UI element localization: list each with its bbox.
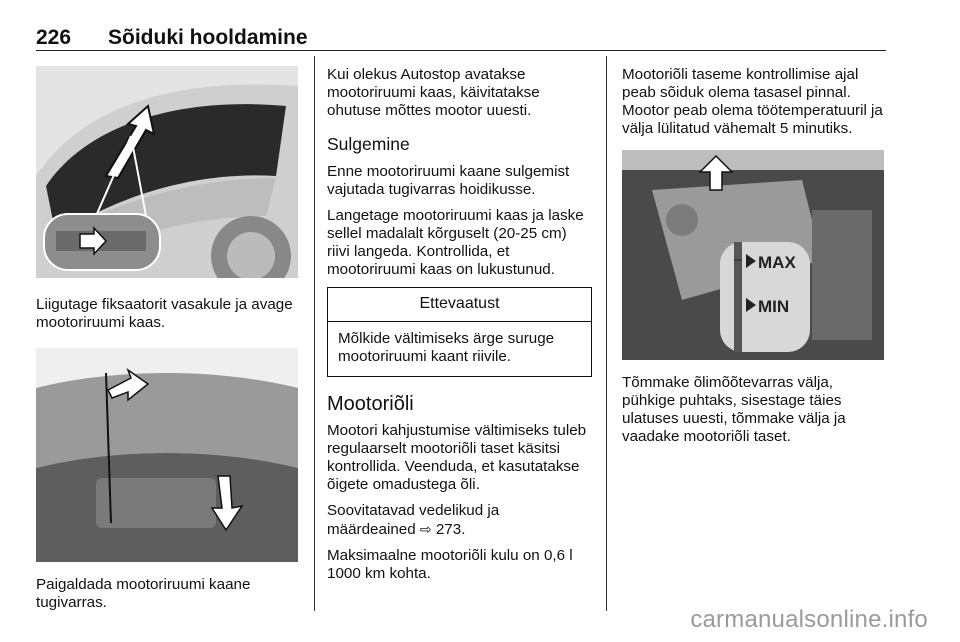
page-reference-link[interactable]: 273. [435,521,466,538]
header-divider [36,50,886,51]
oil-paragraph-3: Maksimaalne mootoriõli kulu on 0,6 l 1000 km kohta. [327,547,573,582]
column-left [36,66,298,620]
closing-heading: Sulgemine [327,134,410,154]
hood-release-figure [36,66,298,278]
closing-paragraph-2: Langetage mootoriruumi kaas ja laske sellel madalalt kõrguselt (20-25 cm) riivi langeda. Kontrollida, et mootoriruumi kaas on lukustunud. [327,207,584,278]
autostop-paragraph: Kui olekus Autostop avatakse mootoriruumi kaas, käivitatakse ohutuse mõttes mootor uuesti. [327,66,540,119]
column-middle [327,66,592,591]
column-divider [314,56,315,611]
dipstick-figure [622,150,884,360]
column-divider [606,56,607,611]
oil-paragraph-1: Mootori kahjustumise vältimiseks tuleb regulaarselt mootoriõli taset käsitsi kontrollida. Veenduda, et kasutatakse õigete omadustega õli. [327,422,587,493]
caption-prop-rod: Paigaldada mootoriruumi kaane tugivarras. [36,576,251,611]
caution-title: Ettevaatust [328,288,591,322]
closing-paragraph-1: Enne mootoriruumi kaane sulgemist vajutada tugivarras hoidikusse. [327,163,570,198]
page-reference-icon: ⇨ [419,521,432,537]
engine-oil-heading: Mootoriõli [327,393,414,415]
fluids-reference-text: Soovitatavad vedelikud ja määrdeained [327,502,500,538]
page-header [36,22,886,52]
oil-check-paragraph: Mootoriõli taseme kontrollimise ajal peab sõiduk olema tasasel pinnal. Mootor peab olema töötemperatuuril ja välja lülitatud vähemalt 5 minutiks. [622,66,883,137]
dipstick-max-label: MAX [758,253,796,272]
section-title: Sõiduki hooldamine [108,26,308,49]
caution-box [327,287,592,377]
column-right [622,66,888,454]
dipstick-min-label: MIN [758,297,790,316]
oil-paragraph-2 [327,502,592,539]
caption-release-hood: Liigutage fiksaatorit vasakule ja avage mootoriruumi kaas. [36,296,293,331]
prop-rod-figure [36,348,298,562]
page-number: 226 [36,26,72,49]
watermark: carmanualsonline.info [690,606,928,633]
dipstick-instructions: Tõmmake õlimõõtevarras välja, pühkige puhtaks, sisestage täies ulatuses uuesti, tõmmake välja ja vaadake mootoriõli taset. [622,374,846,445]
caution-body: Mõlkide vältimiseks ärge suruge mootoriruumi kaant riivile. [338,330,555,365]
